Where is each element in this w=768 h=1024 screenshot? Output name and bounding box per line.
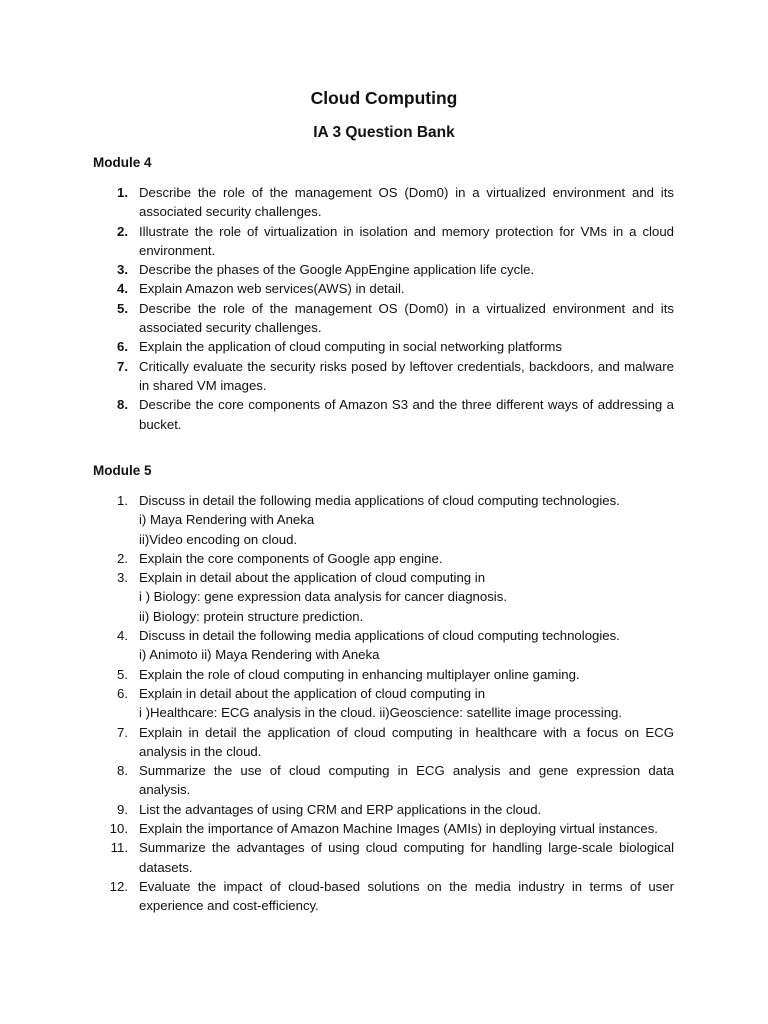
question-text: Describe the phases of the Google AppEngine application life cycle.: [139, 262, 535, 278]
question-text: Describe the role of the management OS (Dom0) in a virtualized environment and its associated security challenges.: [139, 300, 674, 336]
module-4-heading: Module 4: [93, 155, 152, 170]
question-subpart: i) Maya Rendering with Aneka: [139, 512, 315, 528]
question-body: [139, 337, 674, 356]
question-item: [0, 491, 768, 549]
question-number: 7.: [117, 724, 128, 740]
question-item: [0, 279, 768, 298]
question-item: [0, 626, 768, 665]
question-number: 11.: [110, 840, 128, 856]
question-item: [0, 183, 768, 222]
question-item: [0, 665, 768, 684]
question-body: [139, 395, 674, 434]
question-text: Summarize the advantages of using cloud computing for handling large-scale biological datasets.: [139, 840, 674, 875]
question-text: Explain the importance of Amazon Machine Images (AMIs) in deploying virtual instances.: [139, 821, 658, 837]
question-body: [139, 626, 674, 665]
question-item: [0, 684, 768, 723]
question-text: Explain in detail about the application of cloud computing in: [139, 570, 486, 586]
module-5-heading: Module 5: [93, 463, 152, 478]
question-text: Explain in detail about the application of cloud computing in: [139, 685, 486, 701]
module-5-question-list: [0, 491, 768, 916]
question-body: [139, 299, 674, 338]
question-item: [0, 838, 768, 877]
question-subpart: i ) Biology: gene expression data analysis for cancer diagnosis.: [139, 589, 507, 605]
question-item: [0, 800, 768, 819]
question-number: 3.: [117, 570, 128, 586]
question-number: 2.: [117, 550, 128, 566]
question-number: 5.: [117, 300, 128, 316]
question-body: [139, 761, 674, 800]
question-number: 8.: [117, 397, 128, 413]
question-number: 6.: [117, 685, 128, 701]
question-item: [0, 260, 768, 279]
question-item: [0, 337, 768, 356]
question-body: [139, 357, 674, 396]
document-title: Cloud Computing: [310, 88, 458, 108]
question-body: [139, 183, 674, 222]
question-body: [139, 723, 674, 762]
question-subpart: ii) Biology: protein structure prediction.: [139, 608, 364, 624]
question-number: 7.: [117, 358, 128, 374]
question-item: [0, 723, 768, 762]
question-number: 2.: [117, 223, 128, 239]
question-item: [0, 549, 768, 568]
question-text: Explain the application of cloud computing in social networking platforms: [139, 339, 562, 355]
question-body: [139, 279, 674, 298]
question-body: [139, 665, 674, 684]
question-number: 6.: [117, 339, 128, 355]
question-number: 8.: [117, 763, 128, 779]
question-number: 3.: [117, 262, 128, 278]
question-body: [139, 877, 674, 916]
question-number: 10.: [109, 821, 128, 837]
document-subtitle: IA 3 Question Bank: [313, 124, 455, 141]
question-item: [0, 761, 768, 800]
question-text: List the advantages of using CRM and ERP applications in the cloud.: [139, 801, 542, 817]
question-number: 1.: [117, 185, 128, 200]
question-item: [0, 877, 768, 916]
question-body: [139, 568, 674, 626]
question-text: Evaluate the impact of cloud-based solutions on the media industry in terms of user experience and cost-efficiency.: [139, 878, 674, 914]
question-subpart: i) Animoto ii) Maya Rendering with Aneka: [139, 647, 380, 663]
question-number: 12.: [109, 878, 128, 894]
question-body: [139, 491, 674, 549]
question-number: 4.: [117, 281, 128, 297]
question-text: Describe the role of the management OS (Dom0) in a virtualized environment and its associated security challenges.: [139, 185, 674, 220]
question-text: Illustrate the role of virtualization in isolation and memory protection for VMs in a cloud environment.: [139, 223, 674, 258]
question-text: Discuss in detail the following media applications of cloud computing technologies.: [139, 628, 620, 644]
question-text: Discuss in detail the following media applications of cloud computing technologies.: [139, 493, 620, 508]
question-text: Explain the role of cloud computing in enhancing multiplayer online gaming.: [139, 666, 580, 682]
question-item: [0, 222, 768, 261]
question-subpart: ii)Video encoding on cloud.: [139, 531, 298, 547]
question-text: Explain the core components of Google app engine.: [139, 550, 443, 566]
question-number: 9.: [117, 801, 128, 817]
question-body: [139, 260, 674, 279]
question-item: [0, 395, 768, 434]
question-number: 1.: [117, 493, 128, 508]
question-item: [0, 357, 768, 396]
question-body: [139, 800, 674, 819]
question-text: Explain Amazon web services(AWS) in detail.: [139, 281, 405, 297]
question-body: [139, 838, 674, 877]
question-text: Describe the core components of Amazon S3 and the three different ways of addressing a bucket.: [139, 397, 674, 432]
question-number: 5.: [117, 666, 128, 682]
question-text: Explain in detail the application of cloud computing in healthcare with a focus on ECG analysis in the cloud.: [139, 724, 674, 759]
question-body: [139, 549, 674, 568]
question-body: [139, 222, 674, 261]
question-item: [0, 568, 768, 626]
question-item: [0, 299, 768, 338]
question-body: [139, 684, 674, 723]
question-text: Critically evaluate the security risks posed by leftover credentials, backdoors, and malware in shared VM images.: [139, 358, 674, 393]
question-item: [0, 819, 768, 838]
question-number: 4.: [117, 628, 128, 644]
module-4-question-list: [0, 183, 768, 434]
question-text: Summarize the use of cloud computing in ECG analysis and gene expression data analysis.: [139, 763, 674, 798]
question-body: [139, 819, 674, 838]
question-subpart: i )Healthcare: ECG analysis in the cloud. ii)Geoscience: satellite image processing.: [139, 705, 623, 721]
